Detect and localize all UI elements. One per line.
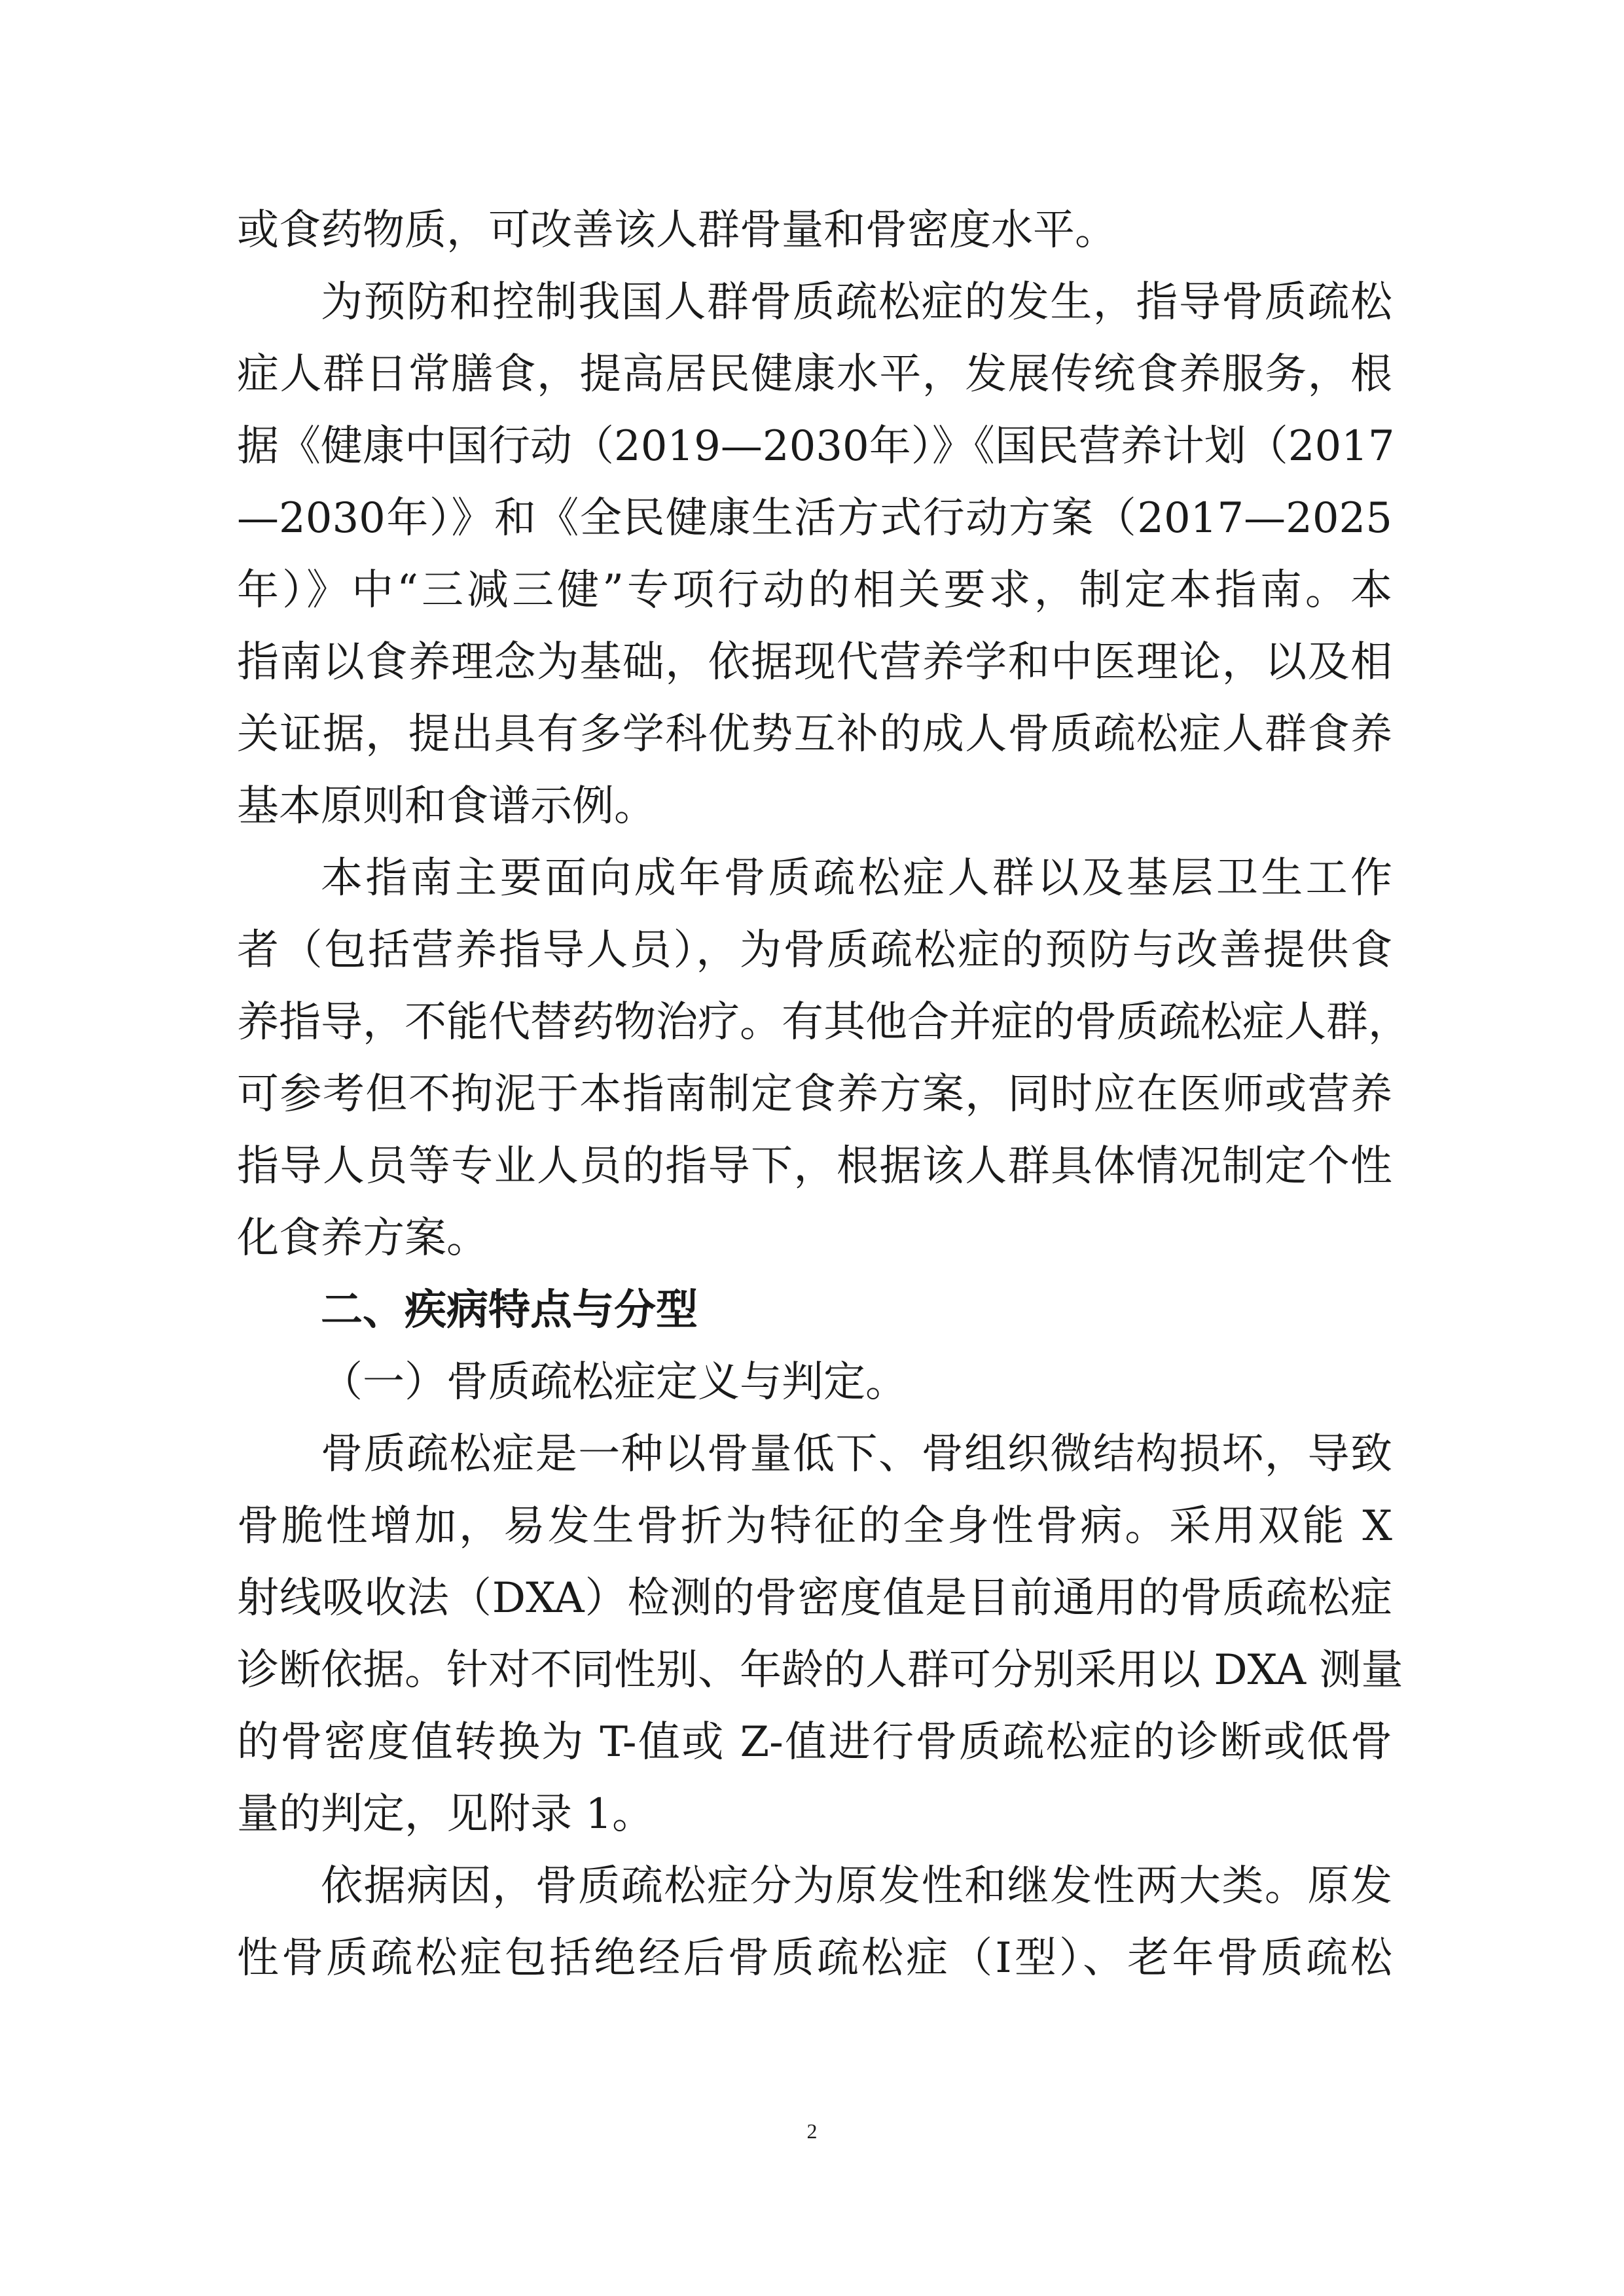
paragraph-line: 症人群日常膳食，提高居民健康水平，发展传统食养服务，根 — [237, 350, 1392, 399]
paragraph-line: 养指导，不能代替药物治疗。有其他合并症的骨质疏松症人群， — [237, 998, 1410, 1047]
paragraph-line: 为预防和控制我国人群骨质疏松症的发生，指导骨质疏松 — [321, 278, 1392, 327]
paragraph-line: 依据病因，骨质疏松症分为原发性和继发性两大类。原发 — [321, 1862, 1392, 1910]
paragraph-line: 据《健康中国行动（2019—2030年）》《国民营养计划（2017 — [237, 422, 1395, 471]
paragraph-line: 诊断依据。针对不同性别、年龄的人群可分别采用以 DXA 测量 — [237, 1646, 1403, 1695]
subsection-heading: （一）骨质疏松症定义与判定。 — [321, 1358, 907, 1407]
paragraph-line: 基本原则和食谱示例。 — [237, 782, 656, 831]
paragraph-line: 性骨质疏松症包括绝经后骨质疏松症（Ⅰ型）、老年骨质疏松 — [237, 1934, 1392, 1982]
paragraph-line: 本指南主要面向成年骨质疏松症人群以及基层卫生工作 — [321, 854, 1392, 903]
section-heading: 二、疾病特点与分型 — [321, 1286, 698, 1335]
paragraph-line: 射线吸收法（DXA）检测的骨密度值是目前通用的骨质疏松症 — [237, 1574, 1392, 1623]
paragraph-line: 或食药物质，可改善该人群骨量和骨密度水平。 — [237, 206, 1117, 255]
paragraph-line: 指导人员等专业人员的指导下，根据该人群具体情况制定个性 — [237, 1142, 1392, 1191]
paragraph-line: 量的判定，见附录 1。 — [237, 1790, 655, 1839]
paragraph-line: 者（包括营养指导人员），为骨质疏松症的预防与改善提供食 — [237, 926, 1392, 975]
page-number: 2 — [806, 2119, 818, 2143]
paragraph-line: 关证据，提出具有多学科优势互补的成人骨质疏松症人群食养 — [237, 710, 1392, 759]
paragraph-line: 化食养方案。 — [237, 1214, 488, 1263]
paragraph-line: 可参考但不拘泥于本指南制定食养方案，同时应在医师或营养 — [237, 1070, 1392, 1119]
paragraph-line: 的骨密度值转换为 T-值或 Z-值进行骨质疏松症的诊断或低骨 — [237, 1718, 1392, 1767]
paragraph-line: 年）》中“三减三健”专项行动的相关要求，制定本指南。本 — [237, 566, 1392, 615]
paragraph-line: 指南以食养理念为基础，依据现代营养学和中医理论，以及相 — [237, 638, 1392, 687]
paragraph-line: —2030年）》和《全民健康生活方式行动方案（2017—2025 — [237, 494, 1392, 543]
paragraph-line: 骨脆性增加，易发生骨折为特征的全身性骨病。采用双能 X — [237, 1502, 1392, 1551]
paragraph-line: 骨质疏松症是一种以骨量低下、骨组织微结构损坏，导致 — [321, 1430, 1392, 1479]
